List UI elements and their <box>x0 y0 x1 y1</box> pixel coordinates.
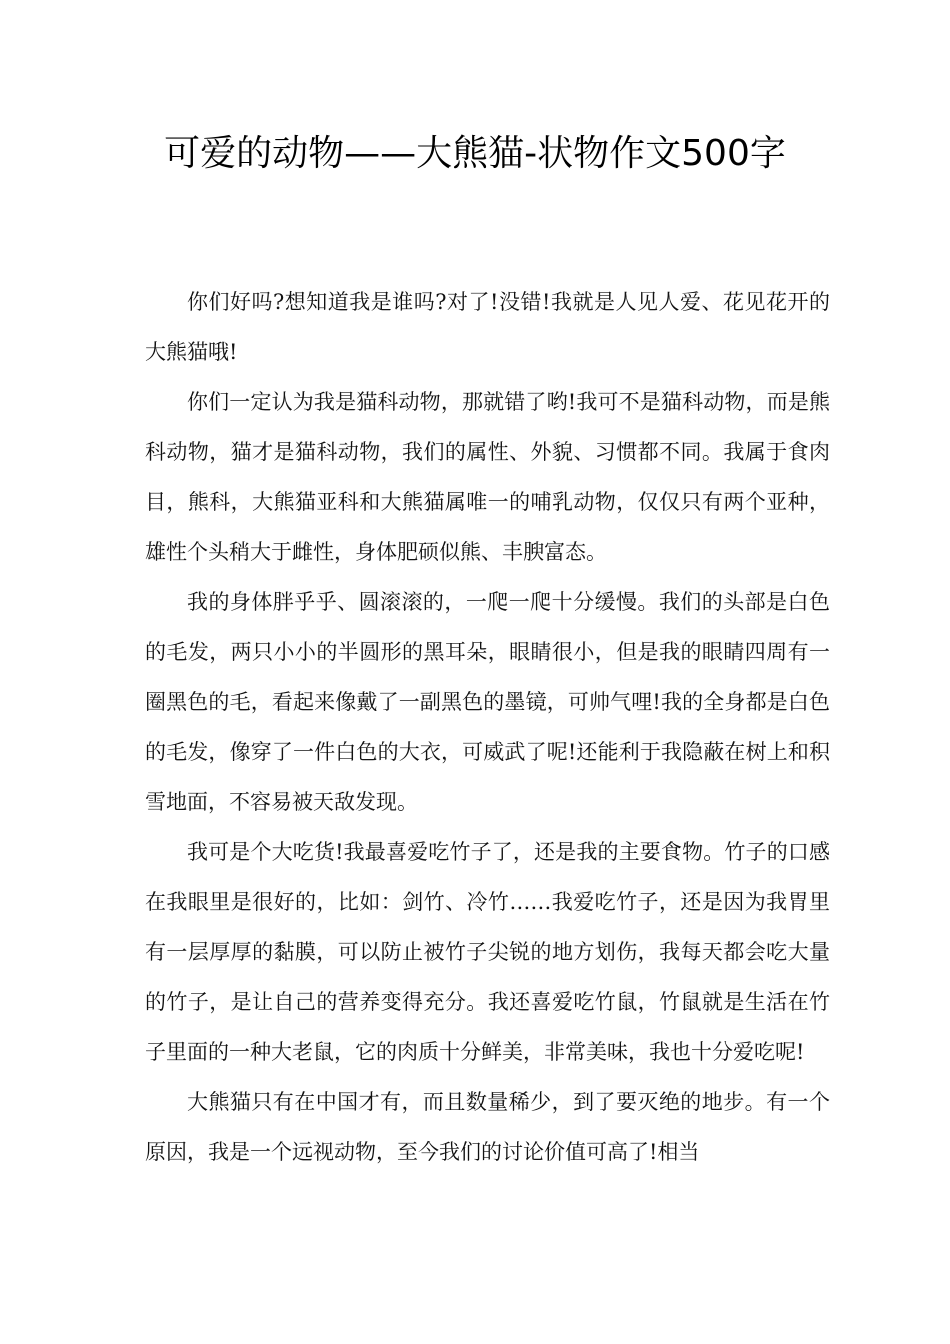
paragraph: 大熊猫只有在中国才有，而且数量稀少，到了要灭绝的地步。有一个原因，我是一个远视动物，至今我们的讨论价值可高了!相当 <box>145 1090 830 1164</box>
paragraph: 你们好吗?想知道我是谁吗?对了!没错!我就是人见人爱、花见花开的大熊猫哦! <box>145 290 830 364</box>
paragraph: 你们一定认为我是猫科动物，那就错了哟!我可不是猫科动物，而是熊科动物，猫才是猫科动物，我们的属性、外貌、习惯都不同。我属于食肉目，熊科，大熊猫亚科和大熊猫属唯一的哺乳动物，仅仅只有两个亚种，雄性个头稍大于雌性，身体肥硕似熊、丰腴富态。 <box>145 390 830 564</box>
paragraph: 我的身体胖乎乎、圆滚滚的，一爬一爬十分缓慢。我们的头部是白色的毛发，两只小小的半圆形的黑耳朵，眼睛很小，但是我的眼睛四周有一圈黑色的毛，看起来像戴了一副黑色的墨镜，可帅气哩!我的全身都是白色的毛发，像穿了一件白色的大衣，可威武了呢!还能利于我隐蔽在树上和积雪地面，不容易被天敌发现。 <box>145 590 830 814</box>
document-title: 可爱的动物——大熊猫-状物作文500字 <box>164 133 786 174</box>
document-body <box>145 277 830 1177</box>
paragraph: 我可是个大吃货!我最喜爱吃竹子了，还是我的主要食物。竹子的口感在我眼里是很好的，比如：剑竹、冷竹……我爱吃竹子，还是因为我胃里有一层厚厚的黏膜，可以防止被竹子尖锐的地方划伤，我每天都会吃大量的竹子，是让自己的营养变得充分。我还喜爱吃竹鼠，竹鼠就是生活在竹子里面的一种大老鼠，它的肉质十分鲜美，非常美味，我也十分爱吃呢! <box>145 840 830 1064</box>
